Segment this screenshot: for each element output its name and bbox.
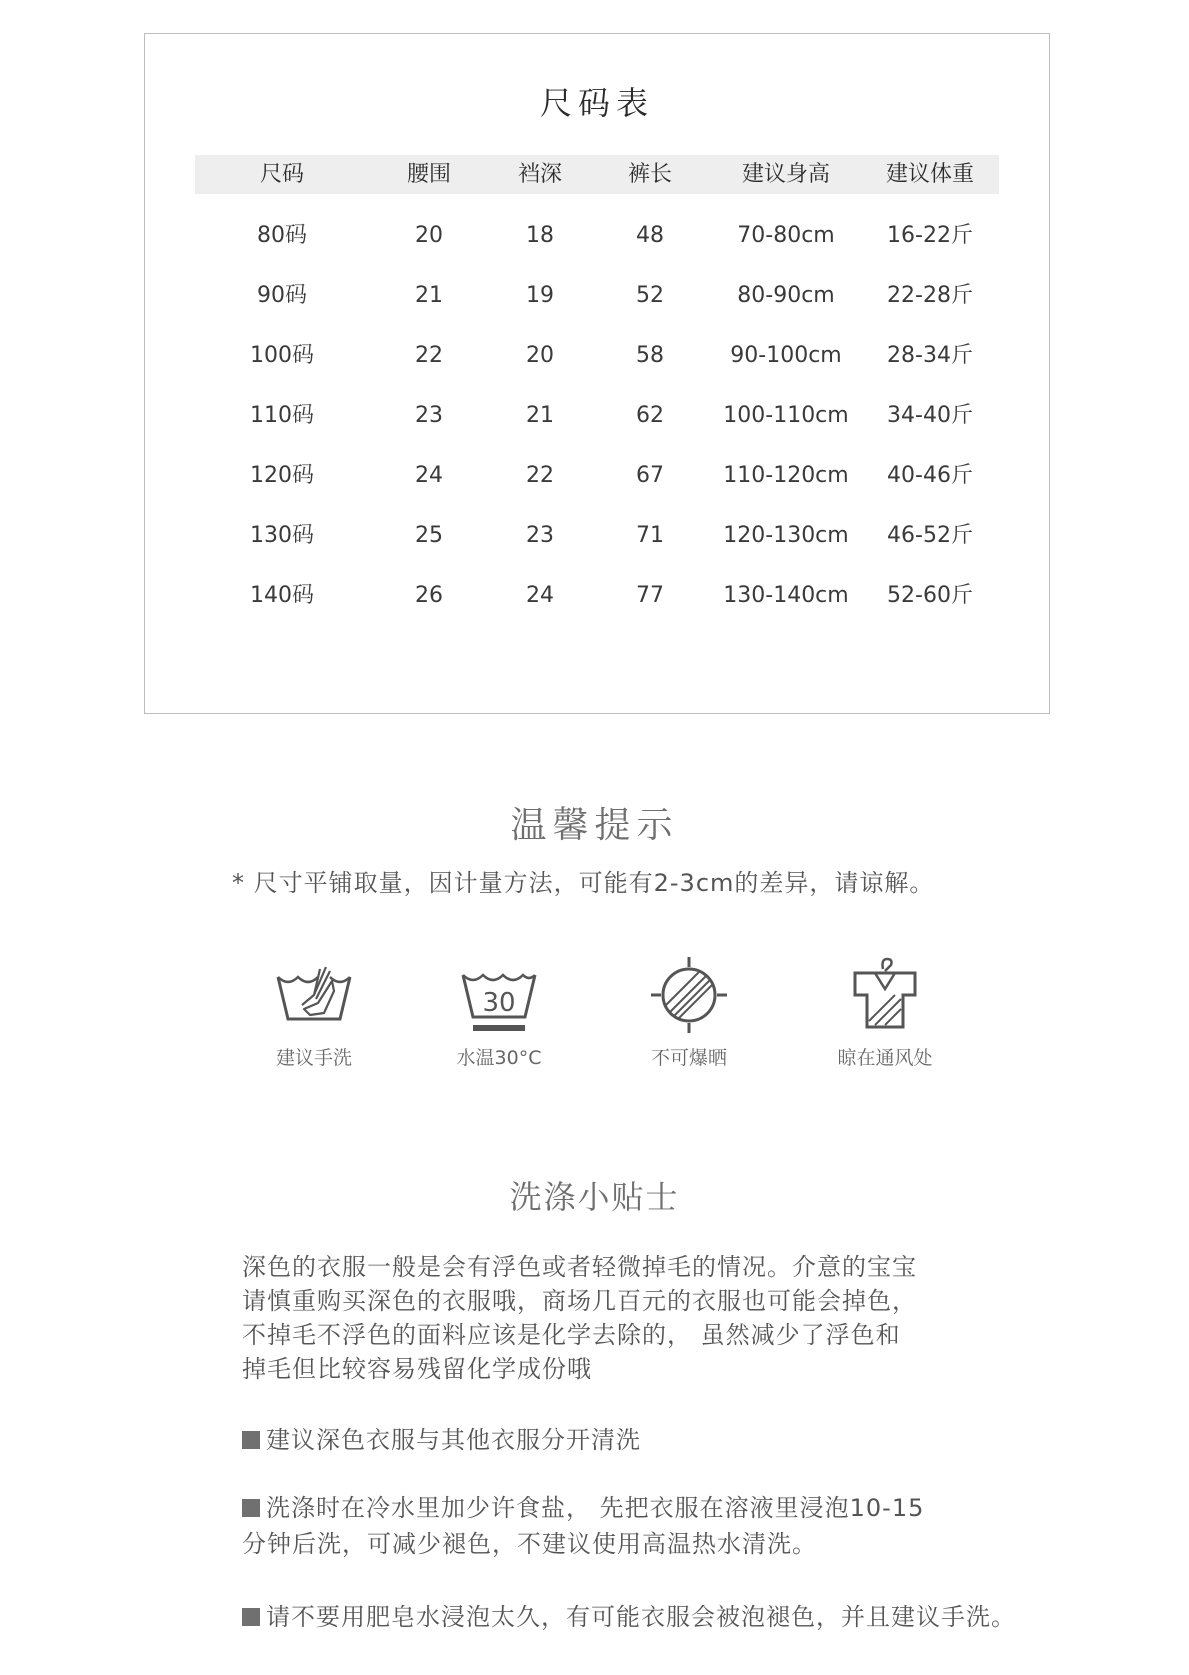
cell-size: 120码 [250,463,314,488]
cell-rise: 20 [526,343,554,368]
cell-rise: 22 [526,463,554,488]
care-label: 建议手洗 [275,1047,352,1069]
cell-size: 100码 [250,343,314,368]
cell-waist: 20 [415,223,443,248]
size-chart-title: 尺码表 [539,84,654,122]
care-no-sun [599,955,779,1075]
cell-waist: 23 [415,403,443,428]
table-row [195,401,999,431]
care-hand-wash [224,955,404,1075]
care-label: 水温30°C [456,1047,542,1069]
header-weight: 建议体重 [885,162,974,187]
cell-height: 120-130cm [723,523,849,548]
table-row [195,521,999,551]
cell-rise: 21 [526,403,554,428]
header-size: 尺码 [259,162,304,187]
table-header-row [195,155,999,194]
size-chart-panel [144,33,1050,714]
header-rise: 裆深 [517,162,562,187]
cell-weight: 28-34斤 [887,343,973,368]
cell-size: 90码 [257,283,307,308]
cell-length: 67 [636,463,664,488]
no-sun-icon [649,955,729,1035]
cell-height: 80-90cm [737,283,835,308]
wash-temp-text: 30 [482,988,516,1018]
cell-weight: 40-46斤 [887,463,973,488]
washing-intro-line: 不掉毛不浮色的面料应该是化学去除的， 虽然减少了浮色和 [242,1321,901,1349]
cell-height: 70-80cm [737,223,835,248]
cell-waist: 25 [415,523,443,548]
washing-intro-line: 深色的衣服一般是会有浮色或者轻微掉毛的情况。介意的宝宝 [242,1253,917,1281]
cell-waist: 26 [415,583,443,608]
cell-rise: 19 [526,283,554,308]
table-row [195,341,999,371]
cell-size: 140码 [250,583,314,608]
washing-tip [242,1600,1016,1634]
washing-tips-title: 洗涤小贴士 [509,1178,680,1216]
cell-size: 130码 [250,523,314,548]
washing-tip [242,1491,924,1525]
cell-rise: 23 [526,523,554,548]
hang-dry-icon [845,955,925,1035]
cell-height: 110-120cm [723,463,849,488]
cell-weight: 22-28斤 [887,283,973,308]
cell-length: 58 [636,343,664,368]
care-label: 晾在通风处 [837,1047,933,1069]
cell-length: 52 [636,283,664,308]
hand-wash-icon [274,955,354,1035]
care-hang-dry [795,955,975,1075]
cell-waist: 21 [415,283,443,308]
washing-tip-continued: 分钟后洗，可减少褪色，不建议使用高温热水清洗。 [242,1530,817,1558]
cell-size: 80码 [257,223,307,248]
table-row [195,281,999,311]
cell-size: 110码 [250,403,314,428]
cell-weight: 46-52斤 [887,523,973,548]
cell-height: 100-110cm [723,403,849,428]
bullet-icon [242,1499,260,1517]
header-height: 建议身高 [741,162,830,187]
header-waist: 腰围 [406,162,451,187]
table-row [195,461,999,491]
washing-intro-line: 掉毛但比较容易残留化学成份哦 [242,1355,592,1383]
cell-rise: 24 [526,583,554,608]
cell-height: 90-100cm [730,343,842,368]
washing-tip [242,1423,641,1457]
washing-intro-line: 请慎重购买深色的衣服哦，商场几百元的衣服也可能会掉色， [242,1287,917,1315]
washing-tip-text: 建议深色衣服与其他衣服分开清洗 [266,1426,641,1454]
cell-rise: 18 [526,223,554,248]
cell-length: 62 [636,403,664,428]
cell-weight: 52-60斤 [887,583,973,608]
care-label: 不可爆晒 [650,1047,727,1069]
cell-height: 130-140cm [723,583,849,608]
bullet-icon [242,1608,260,1626]
washing-tip-text: 洗涤时在冷水里加少许食盐， 先把衣服在溶液里浸泡10-15 [266,1494,925,1522]
header-length: 裤长 [627,162,672,187]
tips-title: 温馨提示 [510,805,679,846]
washing-tip-text: 请不要用肥皂水浸泡太久，有可能衣服会被泡褪色，并且建议手洗。 [266,1603,1016,1631]
cell-length: 48 [636,223,664,248]
table-row [195,221,999,251]
cell-weight: 34-40斤 [887,403,973,428]
cell-weight: 16-22斤 [887,223,973,248]
cell-length: 71 [636,523,664,548]
cell-waist: 22 [415,343,443,368]
cell-length: 77 [636,583,664,608]
table-row [195,581,999,611]
wash-30-icon [459,955,539,1035]
bullet-icon [242,1431,260,1449]
care-wash-30 [409,955,589,1075]
cell-waist: 24 [415,463,443,488]
measurement-note: * 尺寸平铺取量，因计量方法，可能有2-3cm的差异，请谅解。 [232,869,935,897]
